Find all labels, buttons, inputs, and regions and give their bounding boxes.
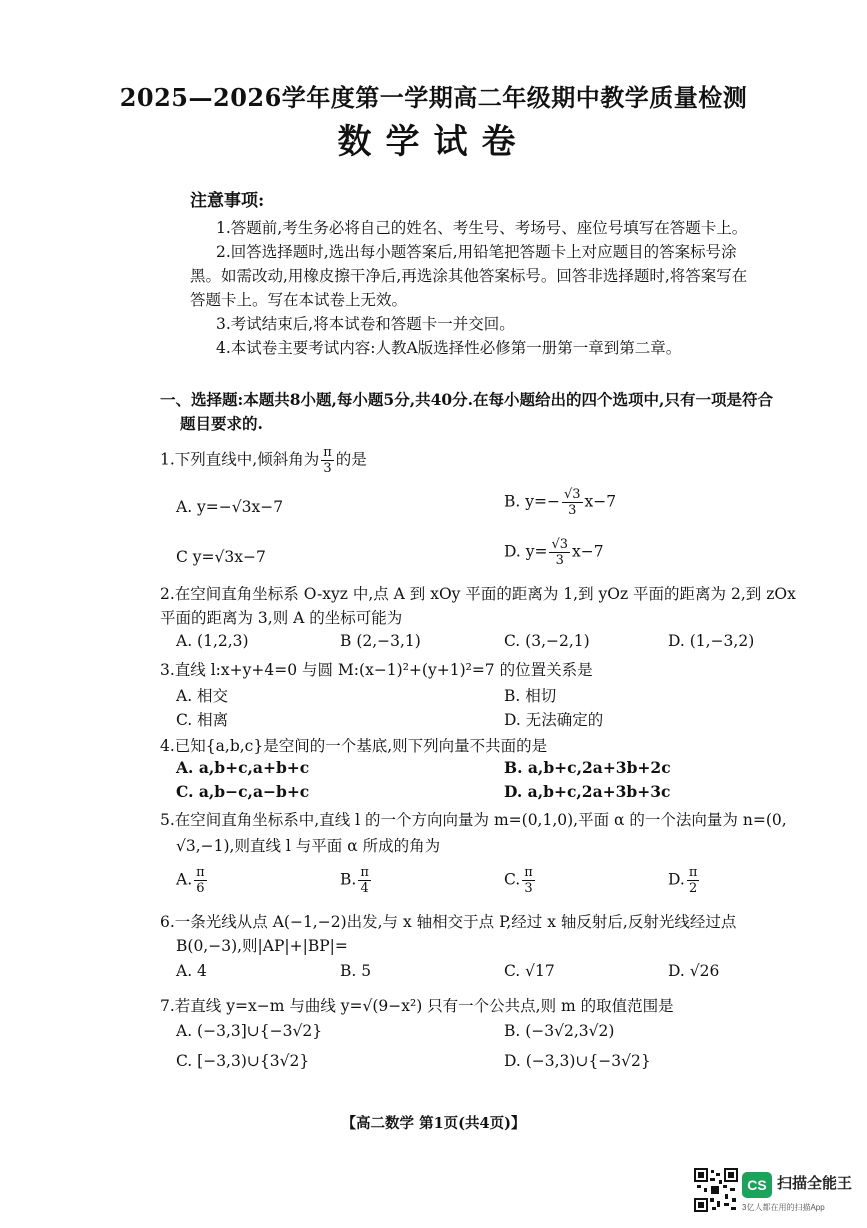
- camscanner-logo: CS: [742, 1172, 772, 1198]
- section-heading: 一、选择题:本题共8小题,每小题5分,共40分.在每小题给出的四个选项中,只有一项是符合: [160, 390, 773, 409]
- question-6-stem: 6.一条光线从点 A(−1,−2)出发,与 x 轴相交于点 P,经过 x 轴反射后,反射光线经过点: [160, 913, 737, 931]
- note-item: 4.本试卷主要考试内容:人教A版选择性必修第一册第一章到第二章。: [216, 339, 682, 357]
- option-c: C. (3,−2,1): [504, 632, 590, 650]
- option-b: B. 相切: [504, 687, 557, 705]
- question-5-stem: 5.在空间直角坐标系中,直线 l 的一个方向向量为 m=(0,1,0),平面 α 的一个法向量为 n=(0,: [160, 811, 787, 829]
- option-d: D. 无法确定的: [504, 711, 604, 729]
- question-2-stem-cont: 平面的距离为 3,则 A 的坐标可能为: [160, 609, 403, 627]
- camscanner-tagline: 3亿人都在用的扫描App: [742, 1203, 825, 1212]
- option-a: A. 相交: [176, 687, 229, 705]
- option-d: D. $\frac{\pi}{2}$: [668, 865, 698, 896]
- option-a: A. (1,2,3): [176, 632, 249, 650]
- exam-title: 2025—2026学年度第一学期高二年级期中教学质量检测: [119, 83, 748, 112]
- question-1-stem: 1.下列直线中,倾斜角为 $\frac{\pi}{3}$ 的是: [160, 445, 367, 476]
- note-item: 答题卡上。写在本试卷上无效。: [190, 291, 408, 309]
- exam-subtitle: 数学试卷: [337, 122, 530, 162]
- option-a: A. 4: [176, 962, 207, 980]
- option-a: A. a,b+c,a+b+c: [176, 758, 310, 777]
- page-footer: 【高二数学 第1页(共4页)】: [341, 1115, 526, 1132]
- note-item: 3.考试结束后,将本试卷和答题卡一并交回。: [216, 315, 515, 333]
- question-4-stem: 4.已知{a,b,c}是空间的一个基底,则下列向量不共面的是: [160, 737, 548, 755]
- option-d: D. a,b+c,2a+3b+3c: [504, 782, 671, 801]
- question-3-stem: 3.直线 l:x+y+4=0 与圆 M:(x−1)²+(y+1)²=7 的位置关系是: [160, 661, 593, 679]
- question-2-stem: 2.在空间直角坐标系 O-xyz 中,点 A 到 xOy 平面的距离为 1,到 yOz 平面的距离为 2,到 zOx: [160, 585, 796, 603]
- option-d: D. (−3,3)∪{−3√2}: [504, 1052, 651, 1070]
- notes-heading: 注意事项:: [190, 191, 265, 211]
- option-c: C y=√3x−7: [176, 548, 266, 566]
- note-item: 1.答题前,考生务必将自己的姓名、考生号、考场号、座位号填写在答题卡上。: [216, 219, 748, 237]
- option-c: C. [−3,3)∪{3√2}: [176, 1052, 310, 1070]
- camscanner-name: 扫描全能王: [777, 1175, 853, 1192]
- option-b: B. a,b+c,2a+3b+2c: [504, 758, 671, 777]
- option-a: A. (−3,3]∪{−3√2}: [176, 1022, 323, 1040]
- option-c: C. 相离: [176, 711, 229, 729]
- qr-code-icon: [694, 1168, 738, 1212]
- note-item: 2.回答选择题时,选出每小题答案后,用铅笔把答题卡上对应题目的答案标号涂: [216, 243, 737, 261]
- note-item: 黑。如需改动,用橡皮擦干净后,再选涂其他答案标号。回答非选择题时,将答案写在: [190, 267, 748, 285]
- option-c: C. a,b−c,a−b+c: [176, 782, 310, 801]
- option-b: B. (−3√2,3√2): [504, 1022, 615, 1040]
- option-d: D. y= $\frac{√3}{3}$ x−7: [504, 537, 604, 568]
- option-a: A. $\frac{\pi}{6}$: [176, 865, 205, 896]
- option-d: D. (1,−3,2): [668, 632, 755, 650]
- section-heading-cont: 题目要求的.: [180, 414, 263, 433]
- question-6-stem-cont: B(0,−3),则|AP|+|BP|=: [176, 937, 348, 955]
- option-c: C. √17: [504, 962, 555, 980]
- option-b: B (2,−3,1): [340, 632, 421, 650]
- option-b: B. y=− $\frac{√3}{3}$ x−7: [504, 487, 617, 518]
- option-a: A. y=−√3x−7: [176, 498, 284, 516]
- option-b: B. $\frac{\pi}{4}$: [340, 865, 369, 896]
- option-d: D. √26: [668, 962, 720, 980]
- option-b: B. 5: [340, 962, 372, 980]
- question-7-stem: 7.若直线 y=x−m 与曲线 y=√(9−x²) 只有一个公共点,则 m 的取值范围是: [160, 997, 674, 1015]
- option-c: C. $\frac{\pi}{3}$: [504, 865, 533, 896]
- question-5-stem-cont: √3,−1),则直线 l 与平面 α 所成的角为: [176, 837, 441, 855]
